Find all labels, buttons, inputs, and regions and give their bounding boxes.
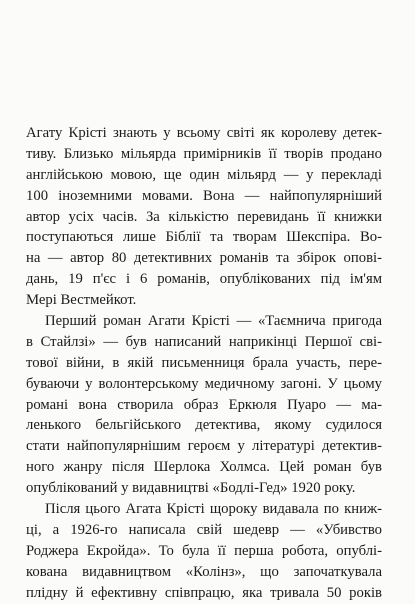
text-line: 100 іноземними мовами. Вона — найпопулярніший (26, 187, 382, 204)
text-line: поступаються лише Біблії та творам Шекспіра. Во- (26, 229, 382, 246)
text-line: кована видавництвом «Колінз», що започаткувала (26, 563, 382, 580)
text-line: плідну й ефективну співпрацю, яка тривала 50 років (26, 584, 382, 601)
text-line: опублікований у видавництві «Бодлі-Гед» 1920 року. (26, 480, 356, 497)
text-line: ці, а 1926-го написала свій шедевр — «Убивство (26, 521, 382, 538)
text-line: ленького бельгійського детектива, якому судилося (26, 417, 382, 434)
text-line: в Стайлзі» — був написаний наприкінці Першої сві- (26, 333, 382, 350)
text-line: Мері Вестмейкот. (26, 292, 137, 309)
text-line: тової війни, в якій письменниця брала участь, пере- (26, 354, 382, 371)
text-line: ного жанру після Шерлока Холмса. Цей роман був (26, 459, 382, 476)
text-line: стати найпопулярнішим героєм у літературі детектив- (26, 438, 382, 455)
text-line: Після цього Агата Крісті щороку видавала по книж- (45, 501, 382, 518)
body-text (26, 123, 382, 603)
text-line: романі вона створила образ Еркюля Пуаро — ма- (26, 396, 382, 413)
text-line: тиву. Близько мільярда примірників її творів продано (26, 145, 382, 162)
text-line: Агату Крісті знають у всьому світі як королеву детек- (26, 125, 382, 141)
text-line: Перший роман Агати Крісті — «Таємнича пригода (45, 313, 382, 330)
text-line: автор усіх часів. За кількістю перевидань її книжки (26, 208, 382, 225)
text-line: буваючи у волонтерському медичному загоні. У цьому (26, 375, 382, 392)
text-line: на — автор 80 детективних романів та збірок опові- (26, 250, 382, 267)
text-line: Роджера Екройда». То була її перша робота, опублі- (26, 542, 382, 559)
text-line: дань, 19 п'єс і 6 романів, опублікованих під ім'ям (26, 271, 382, 288)
text-line: англійською мовою, ще один мільярд — у перекладі (26, 166, 382, 183)
